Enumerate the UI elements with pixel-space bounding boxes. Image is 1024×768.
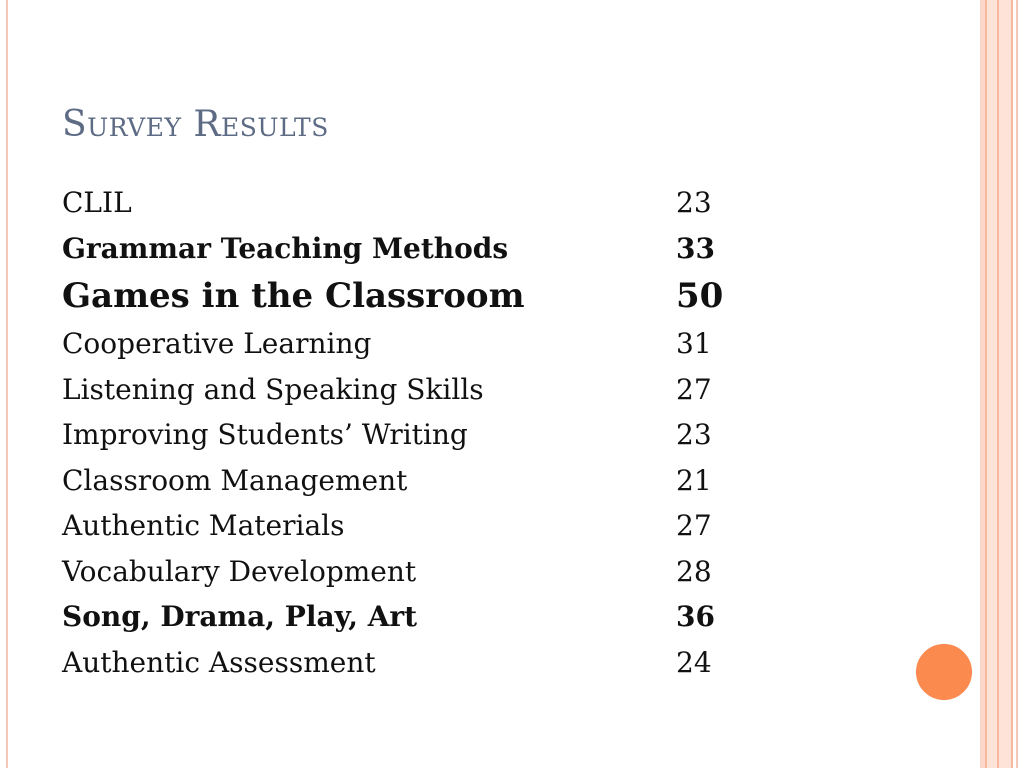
topic-count: 24 bbox=[676, 645, 712, 679]
decor-circle bbox=[913, 641, 975, 703]
topic-count: 27 bbox=[676, 509, 712, 542]
survey-row bbox=[62, 367, 782, 413]
topic-label: Classroom Management bbox=[62, 463, 408, 497]
survey-row bbox=[62, 271, 782, 321]
survey-row bbox=[62, 412, 782, 458]
topic-count: 50 bbox=[676, 276, 724, 316]
decor-stripe bbox=[1011, 0, 1013, 768]
topic-label: Listening and Speaking Skills bbox=[62, 372, 484, 406]
topic-count: 33 bbox=[676, 231, 715, 265]
topic-count: 23 bbox=[676, 186, 712, 219]
topic-count: 21 bbox=[676, 463, 712, 497]
slide-title: Survey Results bbox=[62, 104, 329, 145]
survey-list bbox=[62, 180, 782, 685]
topic-count: 31 bbox=[676, 327, 712, 360]
topic-label: Authentic Materials bbox=[62, 509, 345, 542]
topic-count: 28 bbox=[676, 554, 712, 588]
survey-row bbox=[62, 640, 782, 686]
decor-stripe bbox=[999, 0, 1011, 768]
topic-count: 36 bbox=[676, 600, 715, 633]
survey-row bbox=[62, 226, 782, 272]
survey-row bbox=[62, 180, 782, 226]
topic-label: CLIL bbox=[62, 186, 132, 219]
topic-label: Grammar Teaching Methods bbox=[62, 231, 509, 265]
survey-row bbox=[62, 594, 782, 640]
topic-label: Song, Drama, Play, Art bbox=[62, 600, 418, 633]
survey-row bbox=[62, 321, 782, 367]
survey-row bbox=[62, 549, 782, 595]
topic-label: Improving Students’ Writing bbox=[62, 418, 468, 451]
survey-row bbox=[62, 458, 782, 504]
decor-stripe bbox=[987, 0, 997, 768]
topic-label: Vocabulary Development bbox=[62, 554, 417, 588]
topic-label: Cooperative Learning bbox=[62, 327, 372, 360]
survey-row bbox=[62, 503, 782, 549]
topic-count: 27 bbox=[676, 372, 712, 406]
topic-count: 23 bbox=[676, 418, 712, 451]
topic-label: Games in the Classroom bbox=[62, 276, 525, 316]
topic-label: Authentic Assessment bbox=[62, 645, 376, 679]
